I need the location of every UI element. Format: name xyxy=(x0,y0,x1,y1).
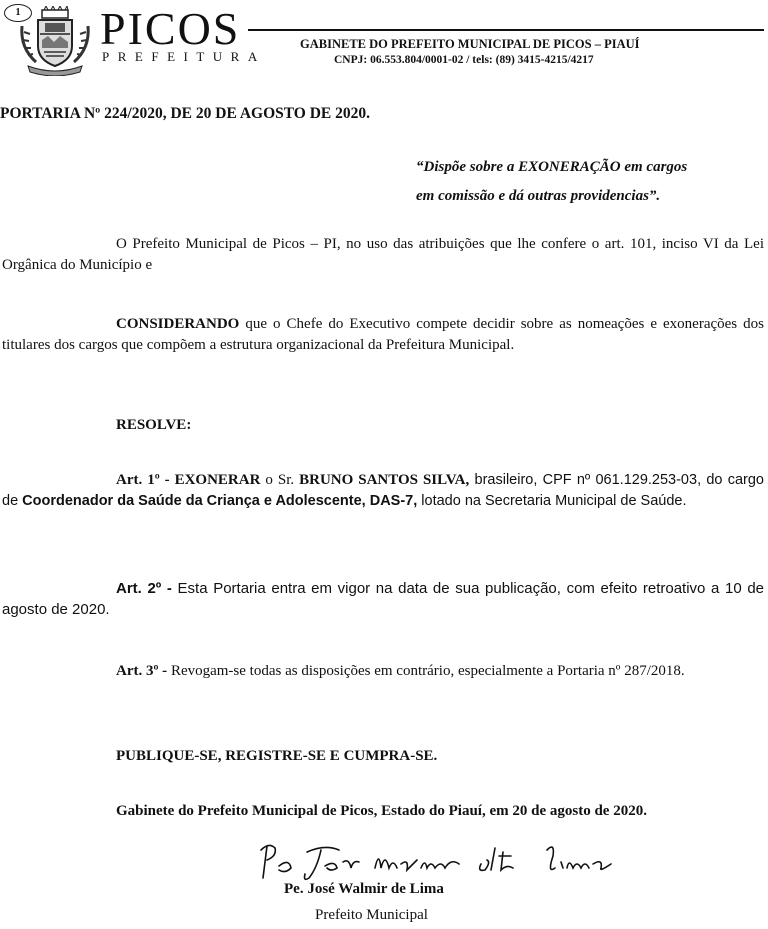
article-1-person: BRUNO SANTOS SILVA, xyxy=(299,472,470,488)
resolve-label: RESOLVE: xyxy=(116,417,192,433)
brand-name: PICOS xyxy=(100,3,241,54)
article-1-paragraph xyxy=(2,470,764,512)
article-1-text-c: lotado na Secretaria Municipal de Saúde. xyxy=(417,493,687,509)
article-3-paragraph xyxy=(2,661,764,682)
page-number-badge: 1 xyxy=(4,4,32,22)
publique-line: PUBLIQUE-SE, REGISTRE-SE E CUMPRA-SE. xyxy=(116,748,438,764)
article-3-label: Art. 3º - xyxy=(116,663,168,679)
article-1-cargo: Coordenador da Saúde da Criança e Adolescente, DAS-7, xyxy=(22,493,418,509)
header-contact-line: CNPJ: 06.553.804/0001-02 / tels: (89) 3415-4215/4217 xyxy=(334,54,594,66)
considerando-text: que o Chefe do Executivo compete decidir sobre as nomeações e exonerações dos titulares dos cargos que compõem a estrutura organizacional da Prefeitura Municipal. xyxy=(2,316,764,353)
closing-paragraph: Gabinete do Prefeito Municipal de Picos, Estado do Piauí, em 20 de agosto de 2020. xyxy=(116,803,647,819)
article-1-text-a: o Sr. xyxy=(260,472,300,488)
document-title: PORTARIA Nº 224/2020, DE 20 DE AGOSTO DE 2020. xyxy=(0,105,371,122)
signer-name: Pe. José Walmir de Lima xyxy=(284,881,444,897)
article-1-label: Art. 1º - EXONERAR xyxy=(116,472,261,488)
considerando-paragraph xyxy=(2,314,764,356)
article-2-text: Esta Portaria entra em vigor na data de sua publicação, com efeito retroativo a 10 de agosto de 2020. xyxy=(2,580,764,618)
preamble-paragraph: O Prefeito Municipal de Picos – PI, no uso das atribuições que lhe confere o art. 101, inciso VI da Lei Orgânica do Município e xyxy=(2,236,764,273)
article-2-label: Art. 2º - xyxy=(116,580,172,597)
article-3-text: Revogam-se todas as disposições em contrário, especialmente a Portaria nº 287/2018. xyxy=(167,663,685,679)
coat-of-arms-icon xyxy=(18,6,92,76)
article-1-text-b: brasileiro, CPF nº 061.129.253-03, do cargo de xyxy=(2,472,764,509)
article-2-paragraph xyxy=(2,578,764,620)
considerando-label: CONSIDERANDO xyxy=(116,316,240,332)
brand-subtitle: PREFEITURA xyxy=(102,49,266,64)
ementa-line-1: “Dispõe sobre a EXONERAÇÃO em cargos xyxy=(416,159,688,175)
signer-role: Prefeito Municipal xyxy=(315,907,428,923)
header-org-line: GABINETE DO PREFEITO MUNICIPAL DE PICOS – PIAUÍ xyxy=(300,37,640,51)
header-divider xyxy=(248,29,764,31)
ementa-line-2: em comissão e dá outras providencias”. xyxy=(416,188,661,204)
